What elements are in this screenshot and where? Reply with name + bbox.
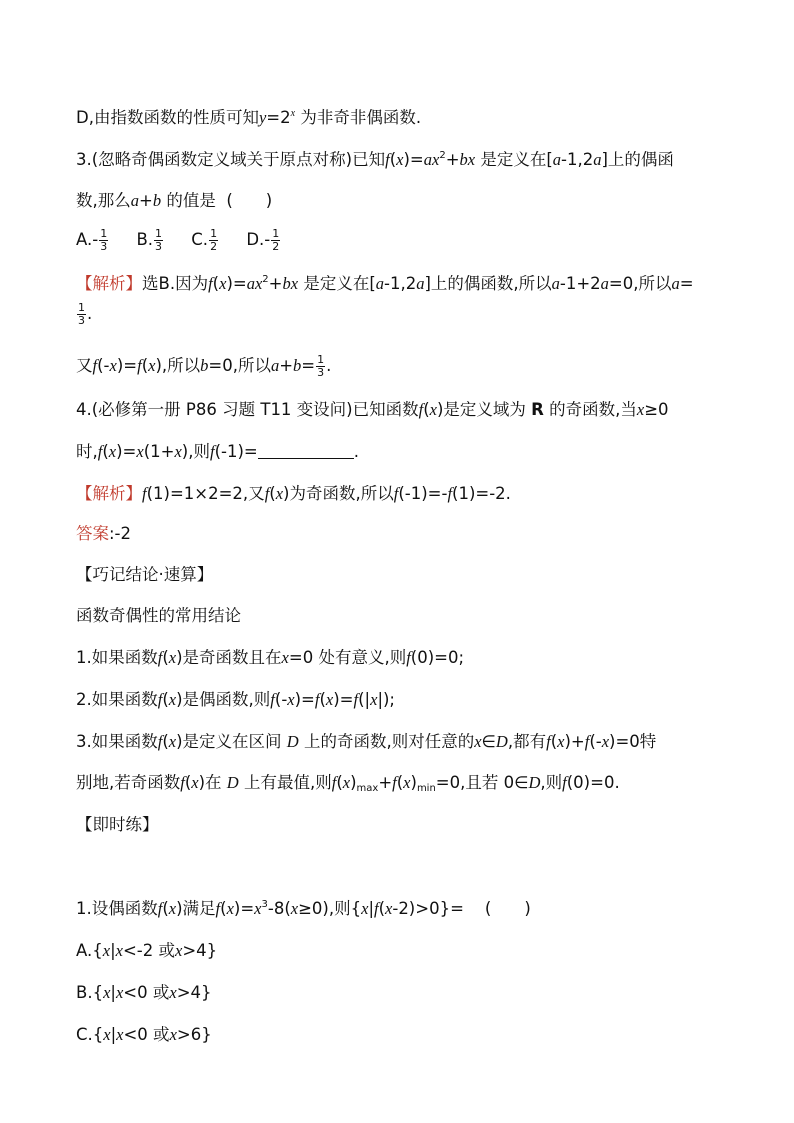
question-3-line-1: 3.(忽略奇偶函数定义域关于原点对称)已知$f(x)=ax^2+bx$ 是定义在[a-1,2a]上的偶函 [76,150,674,169]
practice-option-b[interactable]: B.{x|x<0 或x>4} [76,983,212,1002]
section-title-practice: 【即时练】 [76,815,159,834]
conclusion-1: 1.如果函数f(x)是奇函数且在x=0 处有意义,则f(0)=0; [76,648,465,667]
option-c[interactable]: C. $\frac{1}{2}$ [191,227,218,253]
option-d[interactable]: D.- $\frac{1}{2}$ [246,227,280,253]
question-3-line-2: 数,那么a+b 的值是 ( ) [76,191,273,210]
question-3-solution-line-1: 【解析】选B.因为$f(x)=ax^2+bx$ 是定义在[a-1,2a]上的偶函数,所以a-1+2a=0,所以a= [76,274,694,293]
option-b[interactable]: B. $\frac{1}{3}$ [136,227,163,253]
practice-option-c[interactable]: C.{x|x<0 或x>6} [76,1025,212,1044]
solution-tag: 【解析】 [76,484,142,503]
answer-value: :-2 [109,524,132,543]
answer-blank[interactable] [258,442,354,459]
option-a[interactable]: A.- $\frac{1}{3}$ [76,227,108,253]
conclusion-3-line-2: 别地,若奇函数f(x)在 D 上有最值,则$f(x)_{max}+f(x)_{min}=0$,且若 0∈D,则f(0)=0. [76,773,620,794]
prev-option-d-explanation: D,由指数函数的性质可知$y=2^x$ 为非奇非偶函数. [76,108,422,127]
solution-tag: 【解析】 [76,274,142,293]
practice-option-a[interactable]: A.{x|x<-2 或x>4} [76,941,218,960]
question-3-solution-line-2: $\frac{1}{3}$ . [78,301,93,327]
section-subtitle: 函数奇偶性的常用结论 [76,606,241,625]
conclusion-2: 2.如果函数f(x)是偶函数,则f(-x)=f(x)=f(|x|); [76,690,395,709]
question-3-options [76,228,724,253]
question-4-line-2: 时,f(x)=x(1+x),则f(-1)= . [76,442,359,461]
question-4-line-1: 4.(必修第一册 P86 习题 T11 变设问)已知函数f(x)是定义域为 R 的奇函数,当x≥0 [76,400,669,419]
question-4-solution: 【解析】f(1)=1×2=2,又f(x)为奇函数,所以f(-1)=-f(1)=-2. [76,484,511,503]
section-title-conclusions: 【巧记结论·速算】 [76,565,214,584]
answer-label: 答案 [76,524,109,543]
practice-question-1: 1.设偶函数f(x)满足$f(x)=x^3-8(x\ge 0)$,则{x|f(x-2)>0}= ( ) [76,899,531,918]
question-3-solution-line-3: 又f(-x)=f(x),所以b=0,所以a+b= $\frac{1}{3}$ . [76,353,332,379]
answer-line [76,522,724,546]
conclusion-3-line-1: 3.如果函数f(x)是定义在区间 D 上的奇函数,则对任意的x∈D,都有f(x)+f(-x)=0特 [76,732,657,751]
